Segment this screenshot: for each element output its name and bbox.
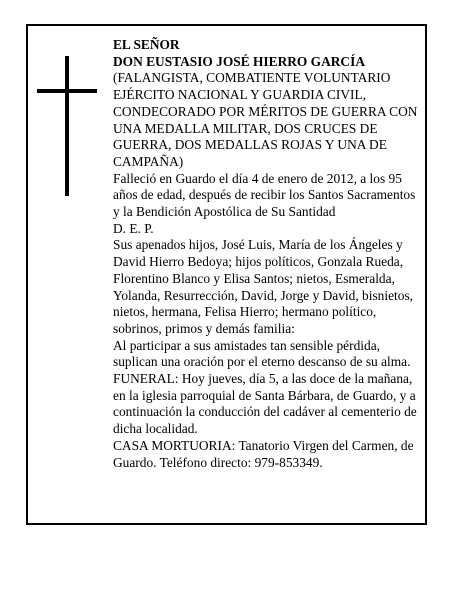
funeral-details: FUNERAL: Hoy jueves, día 5, a las doce de la mañana, en la iglesia parroquial de Santa Bárbara, de Guardo, y a continuación la conducción del cadáver al cementerio de dicha localidad. [113, 371, 417, 437]
cross-horizontal-bar [37, 89, 97, 93]
mortuary-details: CASA MORTUORIA: Tanatorio Virgen del Carmen, de Guardo. Teléfono directo: 979-853349. [113, 437, 414, 470]
rip-line: D. E. P. [113, 220, 154, 236]
deceased-honors: (FALANGISTA, COMBATIENTE VOLUNTARIO EJÉRCITO NACIONAL Y GUARDIA CIVIL, CONDECORADO POR MÉRITOS DE GUERRA CON UNA MEDALLA MILITAR, DOS CRUCES DE GUERRA, DOS MEDALLAS ROJAS Y UNA DE CAMPAÑA) [113, 70, 418, 169]
obituary-title: EL SEÑOR [113, 37, 180, 52]
family-list: Sus apenados hijos, José Luis, María de los Ángeles y David Hierro Bedoya; hijos políticos, Gonzala Rueda, Florentino Blanco y Elisa Santos; nietos, Esmeralda, Yolanda, Resurrección, David, Jorge y David, bisnietos, nietos, hermana, Felisa Hierro; hermano político, sobrinos, primos y demás familia: [113, 237, 414, 336]
obituary-text [113, 37, 423, 471]
cross-vertical-bar [65, 56, 69, 196]
prayer-request: Al participar a sus amistades tan sensible pérdida, suplican una oración por el eterno descanso de su alma. [113, 337, 411, 370]
deceased-name: DON EUSTASIO JOSÉ HIERRO GARCÍA [113, 53, 365, 69]
latin-cross-icon [37, 56, 97, 196]
death-notice: Falleció en Guardo el día 4 de enero de 2012, a los 95 años de edad, después de recibir los Santos Sacramentos y la Bendición Apostólica de Su Santidad [113, 170, 416, 220]
